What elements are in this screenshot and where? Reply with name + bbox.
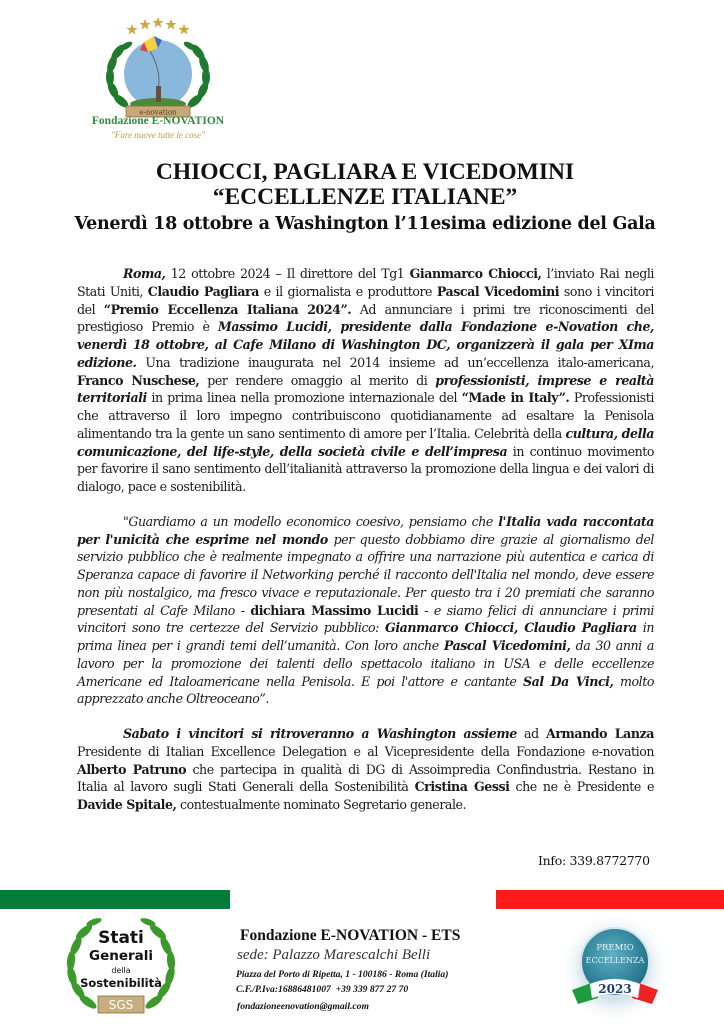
footer-address: Piazza del Porto di Ripetta, 1 - 100186 - Roma (Italia) xyxy=(236,969,449,980)
footer-cf-phone: C.F./P.Iva:16886481007 +39 339 877 27 70 xyxy=(236,984,409,995)
sgs-ribbon-text: SGS xyxy=(108,998,134,1012)
paragraph-closing: Sabato i vincitori si ritroveranno a Washington assieme ad Armando Lanza Presidente di Italian Excellence Delegation e al Vicepresidente della Fondazione e-novation Alberto Patruno che partecipa in qualità di DG di Assoimpredia Confindustria. Restano in Italia al lavoro sugli Stati Generali della Sostenibilità Cristina Gessi che ne è Presidente e Davide Spitale, contestualmente nominato Segretario generale. xyxy=(77,726,654,812)
title-line-1: CHIOCCI, PAGLIARA E VICEDOMINI xyxy=(155,159,575,185)
premio-eccellenza-logo xyxy=(552,912,678,1024)
footer-org-name: Fondazione E-NOVATION - ETS xyxy=(240,927,461,944)
info-phone: Info: 339.8772770 xyxy=(538,853,650,868)
footer-sede: sede: Palazzo Marescalchi Belli xyxy=(237,947,431,963)
footer-email[interactable]: fondazioneenovation@gmail.com xyxy=(237,1001,369,1012)
sgs-line-3: della xyxy=(111,966,131,975)
svg-text:2023: 2023 xyxy=(598,982,632,996)
sgs-line-4: Sostenibilità xyxy=(80,976,162,990)
sgs-line-2: Generali xyxy=(88,948,154,964)
premio-eccellenza-badge-icon xyxy=(552,912,678,1024)
kite-laurel-wreath-icon xyxy=(88,14,228,118)
paragraph-quote: "Guardiamo a un modello economico coesivo, pensiamo che l'Italia vada raccontata per l'unicità che esprime nel mondo per questo dobbiamo dire grazie al giornalismo del servizio pubblico che è realmente impegnato a offrire una narrazione più autentica e carica di Speranza capace di favorire il Networking perché il racconto dell'Italia nel mondo, deve essere non più nostalgico, ma fresco vivace e reputazionale. Per questo tra i 20 premiati che saranno presentati al Cafe Milano - dichiara Massimo Lucidi - e siamo felici di annunciare i primi vincitori sono tre certezze del Servizio pubblico: Gianmarco Chiocci, Claudio Pagliara in prima linea per i grandi temi dell’umanità. Con loro anche Pascal Vicedomini, da 30 anni a lavoro per la promozione dei talenti dello spettacolo italiano in USA e delle eccellenze Americane ed Italoamericane nella Penisola. E poi l'attore e cantante Sal Da Vinci, molto apprezzato anche Oltreoceano”. xyxy=(77,513,654,707)
green-bar xyxy=(0,890,230,909)
sgs-logo xyxy=(58,910,184,1020)
article-body xyxy=(77,265,654,831)
red-bar xyxy=(496,890,724,909)
svg-text:ECCELLENZA: ECCELLENZA xyxy=(585,956,645,965)
foundation-logo xyxy=(78,14,238,140)
sgs-line-1: Stati xyxy=(98,928,144,948)
foundation-motto: "Fare nuove tutte le cose" xyxy=(111,130,205,140)
paragraph-intro: Roma, 12 ottobre 2024 – Il direttore del Tg1 Gianmarco Chiocci, l’inviato Rai negli Stati Uniti, Claudio Pagliara e il giornalista e produttore Pascal Vicedomini sono i vincitori del “Premio Eccellenza Italiana 2024”. Ad annunciare i primi tre riconoscimenti del prestigioso Premio è Massimo Lucidi, presidente dalla Fondazione e-Novation che, venerdì 18 ottobre, al Cafe Milano di Washington DC, organizzerà il gala per XIma edizione. Una tradizione inaugurata nel 2014 insieme ad un’eccellenza italo-americana, Franco Nuschese, per rendere omaggio al merito di professionisti, imprese e realtà territoriali in prima linea nella promozione internazionale del “Made in Italy”. Professionisti che attraverso il loro impegno contribuiscono quotidianamente ad esaltare la Penisola alimentando tra la gente un sano sentimento di amore per l’Italia. Celebrità della cultura, della comunicazione, del life-style, della società civile e dell’impresa in continuo movimento per favorire il sano sentimento dell’italianità attraverso la promozione della lingua e dei valori di dialogo, pace e sostenibilità. xyxy=(77,266,655,494)
page-subtitle: Venerdì 18 ottobre a Washington l’11esima edizione del Gala xyxy=(74,214,656,234)
svg-text:e-novation: e-novation xyxy=(139,108,177,117)
page-title xyxy=(40,160,690,210)
foundation-name: Fondazione E-NOVATION xyxy=(91,115,225,127)
svg-text:PREMIO: PREMIO xyxy=(596,943,634,953)
title-line-2: “ECCELLENZE ITALIANE” xyxy=(212,184,518,210)
